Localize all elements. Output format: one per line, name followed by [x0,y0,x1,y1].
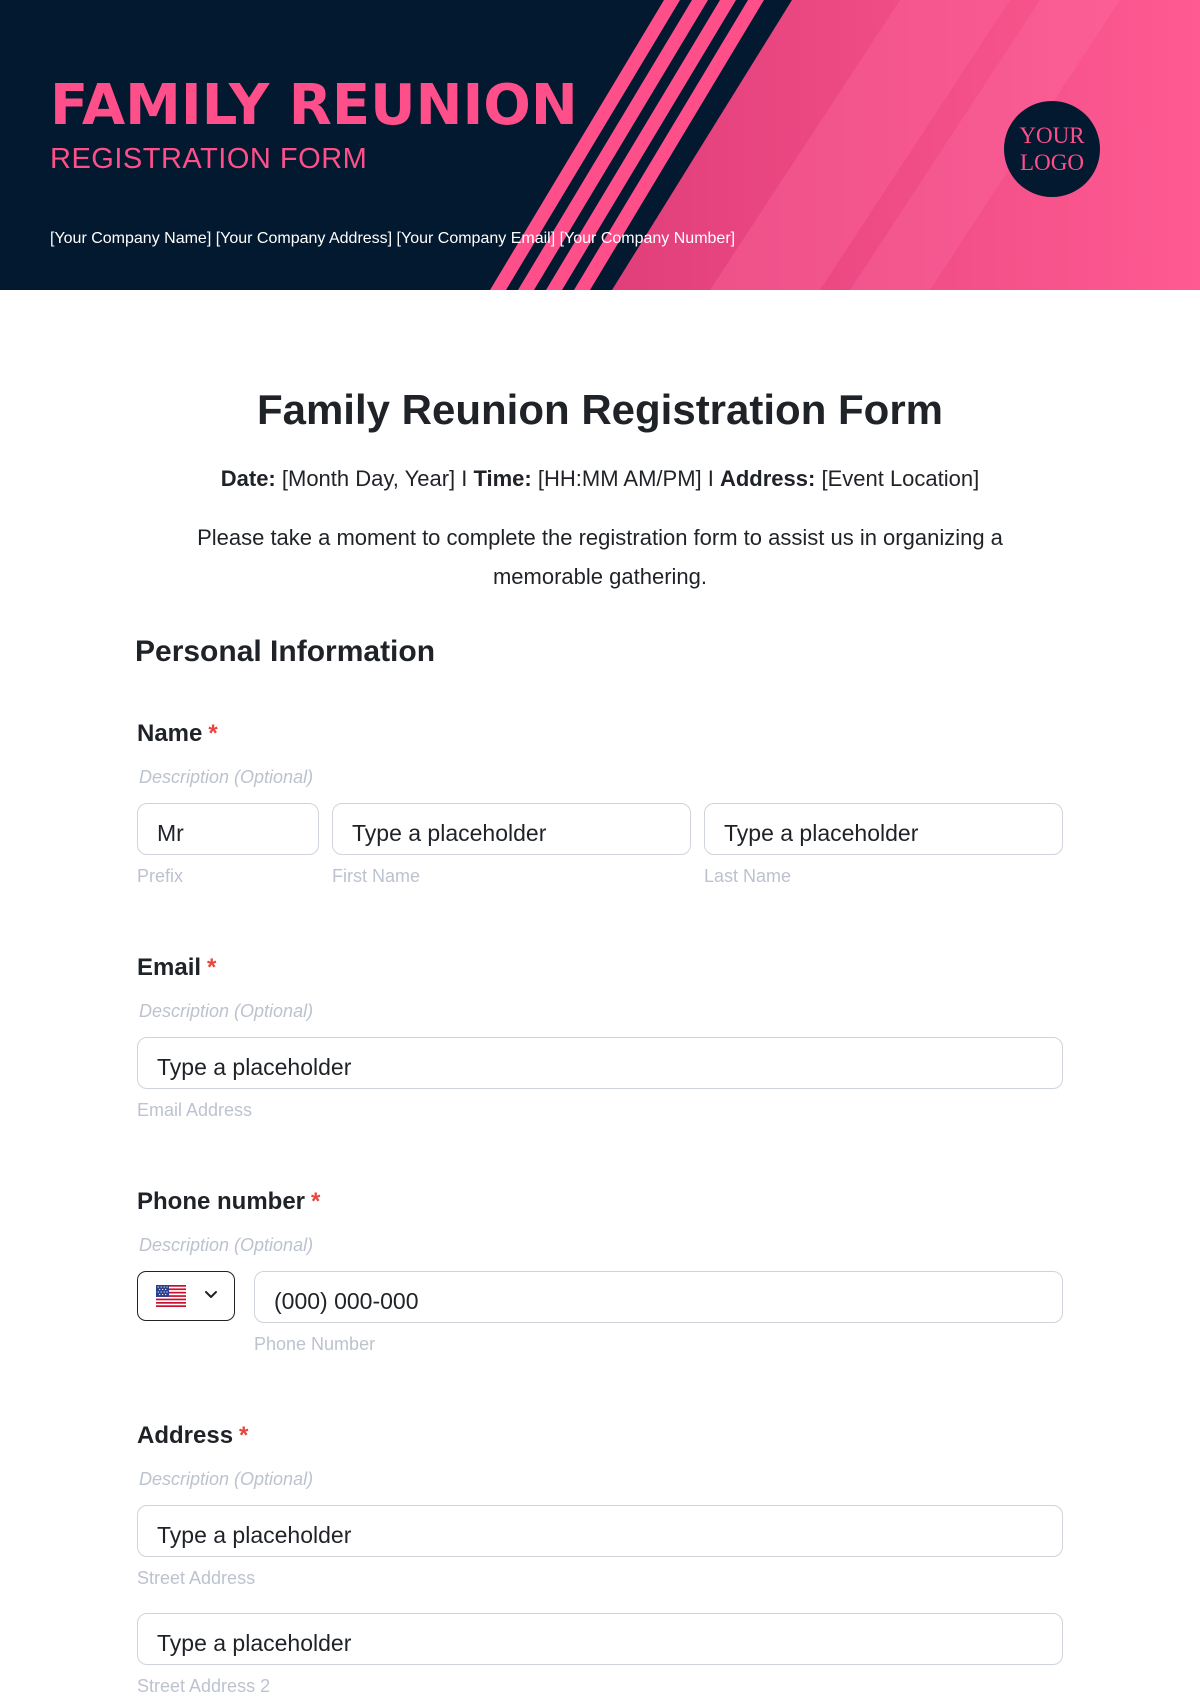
address-description: Description (Optional) [139,1469,314,1489]
us-flag-icon [156,1285,186,1307]
required-indicator: * [311,1188,321,1215]
phone-value: (000) 000-000 [274,1288,419,1314]
prefix-value: Mr [157,820,184,846]
email-value: Type a placeholder [157,1054,352,1080]
required-indicator: * [207,954,217,981]
date-label: Date: [220,466,276,491]
address-label: Address: [719,466,816,491]
email-sub-label: Email Address [137,1100,253,1120]
intro-description: Please take a moment to complete the registration form to assist us in organizing a memorable gathering. [197,525,1003,589]
name-field-label [137,719,218,749]
street-address-2-sub-label: Street Address 2 [137,1676,271,1696]
phone-sub-label: Phone Number [254,1334,376,1354]
address-value: [Event Location] [815,466,980,491]
company-info: [Your Company Name] [Your Company Address] [Your Company Email] [Your Company Number] [50,230,736,247]
phone-label-text: Phone number [137,1188,306,1215]
chevron-down-icon [204,1290,218,1300]
first-name-input[interactable] [332,803,691,855]
name-description: Description (Optional) [139,767,314,787]
country-code-select[interactable] [137,1271,235,1321]
address-field-label [137,1421,248,1451]
last-name-sub-label: Last Name [704,866,792,886]
time-value: [HH:MM AM/PM] I [531,466,720,491]
name-label-text: Name [137,720,203,747]
header-banner [0,0,1200,290]
logo-text-line2: LOGO [1020,150,1084,175]
last-name-value: Type a placeholder [724,820,919,846]
phone-input[interactable] [254,1271,1063,1323]
street-address-2-input[interactable] [137,1613,1063,1665]
page-title: Family Reunion Registration Form [256,386,944,433]
street-address-input[interactable] [137,1505,1063,1557]
phone-field-label [137,1187,320,1217]
email-input[interactable] [137,1037,1063,1089]
address-label-text: Address [137,1422,234,1449]
first-name-value: Type a placeholder [352,820,547,846]
first-name-sub-label: First Name [332,866,421,886]
required-indicator: * [239,1422,249,1449]
email-description: Description (Optional) [139,1001,314,1021]
logo-text-line1: YOUR [1019,123,1085,148]
banner-title: FAMILY REUNION [50,73,578,138]
banner-subtitle: REGISTRATION FORM [50,143,368,175]
required-indicator: * [208,720,218,747]
street-address-value: Type a placeholder [157,1522,352,1548]
prefix-sub-label: Prefix [137,866,184,886]
email-label-text: Email [137,954,202,981]
event-details [0,465,1200,493]
street-address-2-value: Type a placeholder [157,1630,352,1656]
prefix-input[interactable] [137,803,319,855]
logo [1004,101,1100,197]
section-title-personal-information: Personal Information [135,635,436,668]
street-address-sub-label: Street Address [137,1568,256,1588]
phone-description: Description (Optional) [139,1235,314,1255]
last-name-input[interactable] [704,803,1063,855]
time-label: Time: [473,466,532,491]
email-field-label [137,953,216,983]
date-value: [Month Day, Year] I [275,466,474,491]
